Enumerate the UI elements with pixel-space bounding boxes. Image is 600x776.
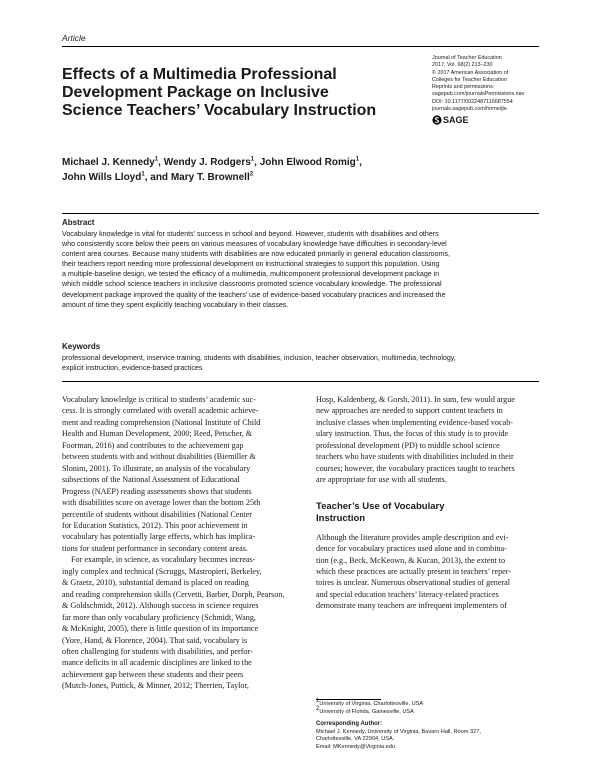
body-line: Vocabulary knowledge is critical to students’ academic suc- bbox=[62, 395, 256, 404]
body-line: are appropriate for use with all students. bbox=[316, 475, 447, 485]
keywords-rule bbox=[62, 381, 539, 382]
abstract-line: Vocabulary knowledge is vital for students’ success in school and beyond. However, students with disabilities and others bbox=[62, 230, 439, 238]
body-line: Health and Human Development, 2000; Reed, Petscher, & bbox=[62, 429, 253, 439]
journal-home-link[interactable]: journals.sagepub.com/home/jte bbox=[432, 106, 507, 113]
author-separator: , bbox=[254, 157, 260, 168]
author-separator: , and bbox=[144, 172, 171, 183]
copyright-line: Colleges for Teacher Education bbox=[432, 76, 507, 83]
author-name: Michael J. Kennedy bbox=[62, 157, 155, 168]
body-line: professional development (PD) to middle school science bbox=[316, 440, 500, 450]
body-line: vocabulary has potentially large effects, which has implica- bbox=[62, 532, 256, 542]
author-affiliation-mark: 1 bbox=[141, 171, 145, 178]
body-line: demonstrate many teachers are infrequent implementers of bbox=[316, 601, 507, 611]
affiliation-text: University of Virginia, Charlottesville, USA bbox=[319, 701, 424, 707]
abstract-text bbox=[62, 229, 540, 310]
body-line: far more than only vocabulary proficiency (Schmidt, Wang, bbox=[62, 612, 256, 622]
copyright-line: © 2017 American Association of bbox=[432, 69, 509, 76]
body-line: cess. It is strongly correlated with overall academic achieve- bbox=[62, 406, 259, 416]
author-separator: , bbox=[158, 157, 164, 168]
article-type-label: Article bbox=[62, 33, 86, 43]
footnote-rule bbox=[316, 699, 381, 700]
keywords-text bbox=[62, 353, 540, 373]
body-paragraph bbox=[62, 394, 300, 554]
permissions-link[interactable]: sagepub.com/journalsPermissions.nav bbox=[432, 91, 525, 98]
corresponding-author-line: Michael J. Kennedy, University of Virginia, Bavaro Hall, Room 327, bbox=[316, 728, 481, 735]
abstract-line: their teachers report needing more professional development on instructional strategies to support this population. Using bbox=[62, 260, 440, 269]
author-separator: , bbox=[359, 157, 362, 168]
body-line: new approaches are needed to support content teachers in bbox=[316, 406, 503, 416]
abstract-heading: Abstract bbox=[62, 218, 95, 227]
sage-logo bbox=[432, 115, 542, 125]
body-line: teachers who have students with disabilities included in their bbox=[316, 452, 514, 462]
body-line: inclusive classes when implementing evidence-based vocab- bbox=[316, 417, 513, 427]
author-line bbox=[62, 155, 492, 170]
body-line: often challenging for students with disabilities, and perfor- bbox=[62, 646, 253, 656]
keywords-line: explicit instruction, evidence-based practices bbox=[62, 364, 203, 373]
body-line: mance deficits in all academic disciplines are linked to the bbox=[62, 658, 252, 668]
affiliation-footnote bbox=[316, 705, 546, 717]
author-line bbox=[62, 170, 492, 185]
body-line: and special education teachers’ literacy-related practices bbox=[316, 589, 499, 599]
affiliation-number: 1 bbox=[316, 698, 320, 705]
body-line: and reading comprehension skills (Cervetti, Barber, Dorph, Pearson, bbox=[62, 589, 285, 599]
body-column-left bbox=[62, 394, 300, 692]
author-name: John Wills Lloyd bbox=[62, 172, 142, 183]
body-line: Hosp, Kaldenberg, & Gorsh, 2011). In sum, few would argue bbox=[316, 395, 515, 404]
body-paragraph bbox=[316, 532, 554, 612]
body-line: achievement gap between these students and their peers bbox=[62, 669, 244, 679]
body-line: toires is unclear. Numerous observational studies of general bbox=[316, 578, 511, 588]
body-line: Foorman, 2016) and contributes to the achievement gap bbox=[62, 440, 244, 450]
journal-metadata bbox=[432, 55, 542, 125]
author-list bbox=[62, 155, 492, 185]
journal-volume: 2017, Vol. 68(2) 213–230 bbox=[432, 62, 493, 69]
body-column-right bbox=[316, 394, 554, 612]
doi-link[interactable]: DOI: 10.1177/0022487116687554 bbox=[432, 98, 513, 105]
body-line: For example, in science, as vocabulary becomes increas- bbox=[71, 555, 256, 565]
abstract-line: who consistently score below their peers on various measures of vocabulary knowledge have difficulties in secondary-level bbox=[62, 240, 447, 249]
abstract-rule bbox=[62, 213, 539, 214]
abstract-line: a multiple-baseline design, we tested the efficacy of a multimedia, multicomponent professional development package in bbox=[62, 270, 440, 279]
body-line: & Graetz, 2010), substantial demand is placed on reading bbox=[62, 578, 249, 588]
body-line: between students with and without disabilities (Biemiller & bbox=[62, 452, 256, 462]
reprints-line: Reprints and permissions: bbox=[432, 84, 495, 91]
body-line: dence for vocabulary practices used alone and in combina- bbox=[316, 544, 507, 554]
body-line: Progress (NAEP) reading assessments shows that students bbox=[62, 486, 252, 496]
section-heading bbox=[316, 501, 554, 525]
article-title bbox=[62, 66, 422, 120]
journal-name: Journal of Teacher Education bbox=[432, 55, 502, 61]
abstract-line: development package improved the quality of the teachers’ use of evidence-based vocabulary practices and increased the bbox=[62, 290, 446, 299]
body-line: with disabilities score on average lower than the bottom 25th bbox=[62, 498, 261, 508]
author-name: Mary T. Brownell bbox=[170, 172, 250, 183]
author-affiliation-mark: 1 bbox=[250, 156, 255, 163]
body-line: tion (e.g., Beck, McKeown, & Kucan, 2013), the extent to bbox=[316, 555, 506, 565]
body-line: courses; however, the vocabulary practices taught to teachers bbox=[316, 463, 515, 473]
body-line: ulary instruction. Thus, the focus of this study is to provide bbox=[316, 429, 509, 439]
keywords-line: professional development, inservice training, students with disabilities, inclusion, teacher observation, multimedia, technology, bbox=[62, 354, 456, 362]
body-line: for Education Statistics, 2012). This poor achievement in bbox=[62, 520, 248, 530]
author-affiliation-mark: 1 bbox=[154, 156, 159, 163]
author-affiliation-mark: 2 bbox=[249, 171, 254, 178]
sage-logo-icon bbox=[432, 115, 442, 125]
body-line: & Goldschmidt, 2012). Although success in science requires bbox=[62, 601, 259, 611]
corresponding-author-email[interactable]: Email: MKennedy@Virginia.edu bbox=[316, 743, 395, 750]
header-rule bbox=[62, 46, 539, 47]
title-line: Effects of a Multimedia Professional bbox=[62, 66, 337, 83]
affiliation-text: University of Florida, Gainesville, USA bbox=[319, 708, 414, 715]
corresponding-author-line: Charlottesville, VA 22904, USA. bbox=[316, 736, 395, 743]
title-line: Science Teachers’ Vocabulary Instruction bbox=[62, 102, 377, 119]
body-line: ingly complex and technical (Scruggs, Mastropieri, Berkeley, bbox=[62, 566, 262, 576]
abstract-line: content area courses. Because many students with disabilities are now educated primarily in general education classrooms, bbox=[62, 250, 450, 259]
sage-logo-text: SAGE bbox=[443, 115, 469, 126]
corresponding-author-heading: Corresponding Author: bbox=[316, 721, 383, 728]
title-line: Development Package on Inclusive bbox=[62, 84, 329, 101]
author-name: John Elwood Romig bbox=[259, 157, 356, 168]
body-line: which these practices are actually present in teachers’ reper- bbox=[316, 566, 512, 576]
body-paragraph bbox=[316, 394, 554, 486]
affiliation-footnote bbox=[316, 698, 546, 709]
keywords-heading: Keywords bbox=[62, 342, 101, 351]
author-affiliation-mark: 1 bbox=[355, 156, 360, 163]
section-heading-line: Instruction bbox=[316, 512, 366, 524]
body-line: ment and reading comprehension (National Institute of Child bbox=[62, 417, 261, 427]
abstract-line: which middle school science teachers in inclusive classrooms promoted science vocabulary knowledge. The professional bbox=[62, 280, 442, 289]
body-line: Although the literature provides ample description and evi- bbox=[316, 532, 509, 542]
abstract-line: amount of time they spent explicitly teaching vocabulary in their classes. bbox=[62, 300, 289, 309]
footnotes bbox=[316, 698, 546, 752]
body-line: tions for student performance in secondary content areas. bbox=[62, 543, 248, 553]
body-line: Slonim, 2001). To illustrate, an analysis of the vocabulary bbox=[62, 463, 251, 473]
body-paragraph bbox=[62, 554, 300, 691]
body-line: (Yore, Hand, & Florence, 2004). That said, vocabulary is bbox=[62, 635, 248, 645]
body-line: subsections of the National Assessment of Educational bbox=[62, 475, 240, 485]
affiliation-number: 2 bbox=[316, 705, 320, 712]
section-heading-line: Teacher’s Use of Vocabulary bbox=[316, 500, 445, 512]
author-name: Wendy J. Rodgers bbox=[163, 157, 251, 168]
body-line: & McKnight, 2005), there is little question of its importance bbox=[62, 624, 259, 634]
body-line: percentile of students without disabilities (National Center bbox=[62, 509, 252, 519]
body-line: (Mutch-Jones, Puttick, & Minner, 2012; Therrien, Taylor, bbox=[62, 681, 249, 691]
